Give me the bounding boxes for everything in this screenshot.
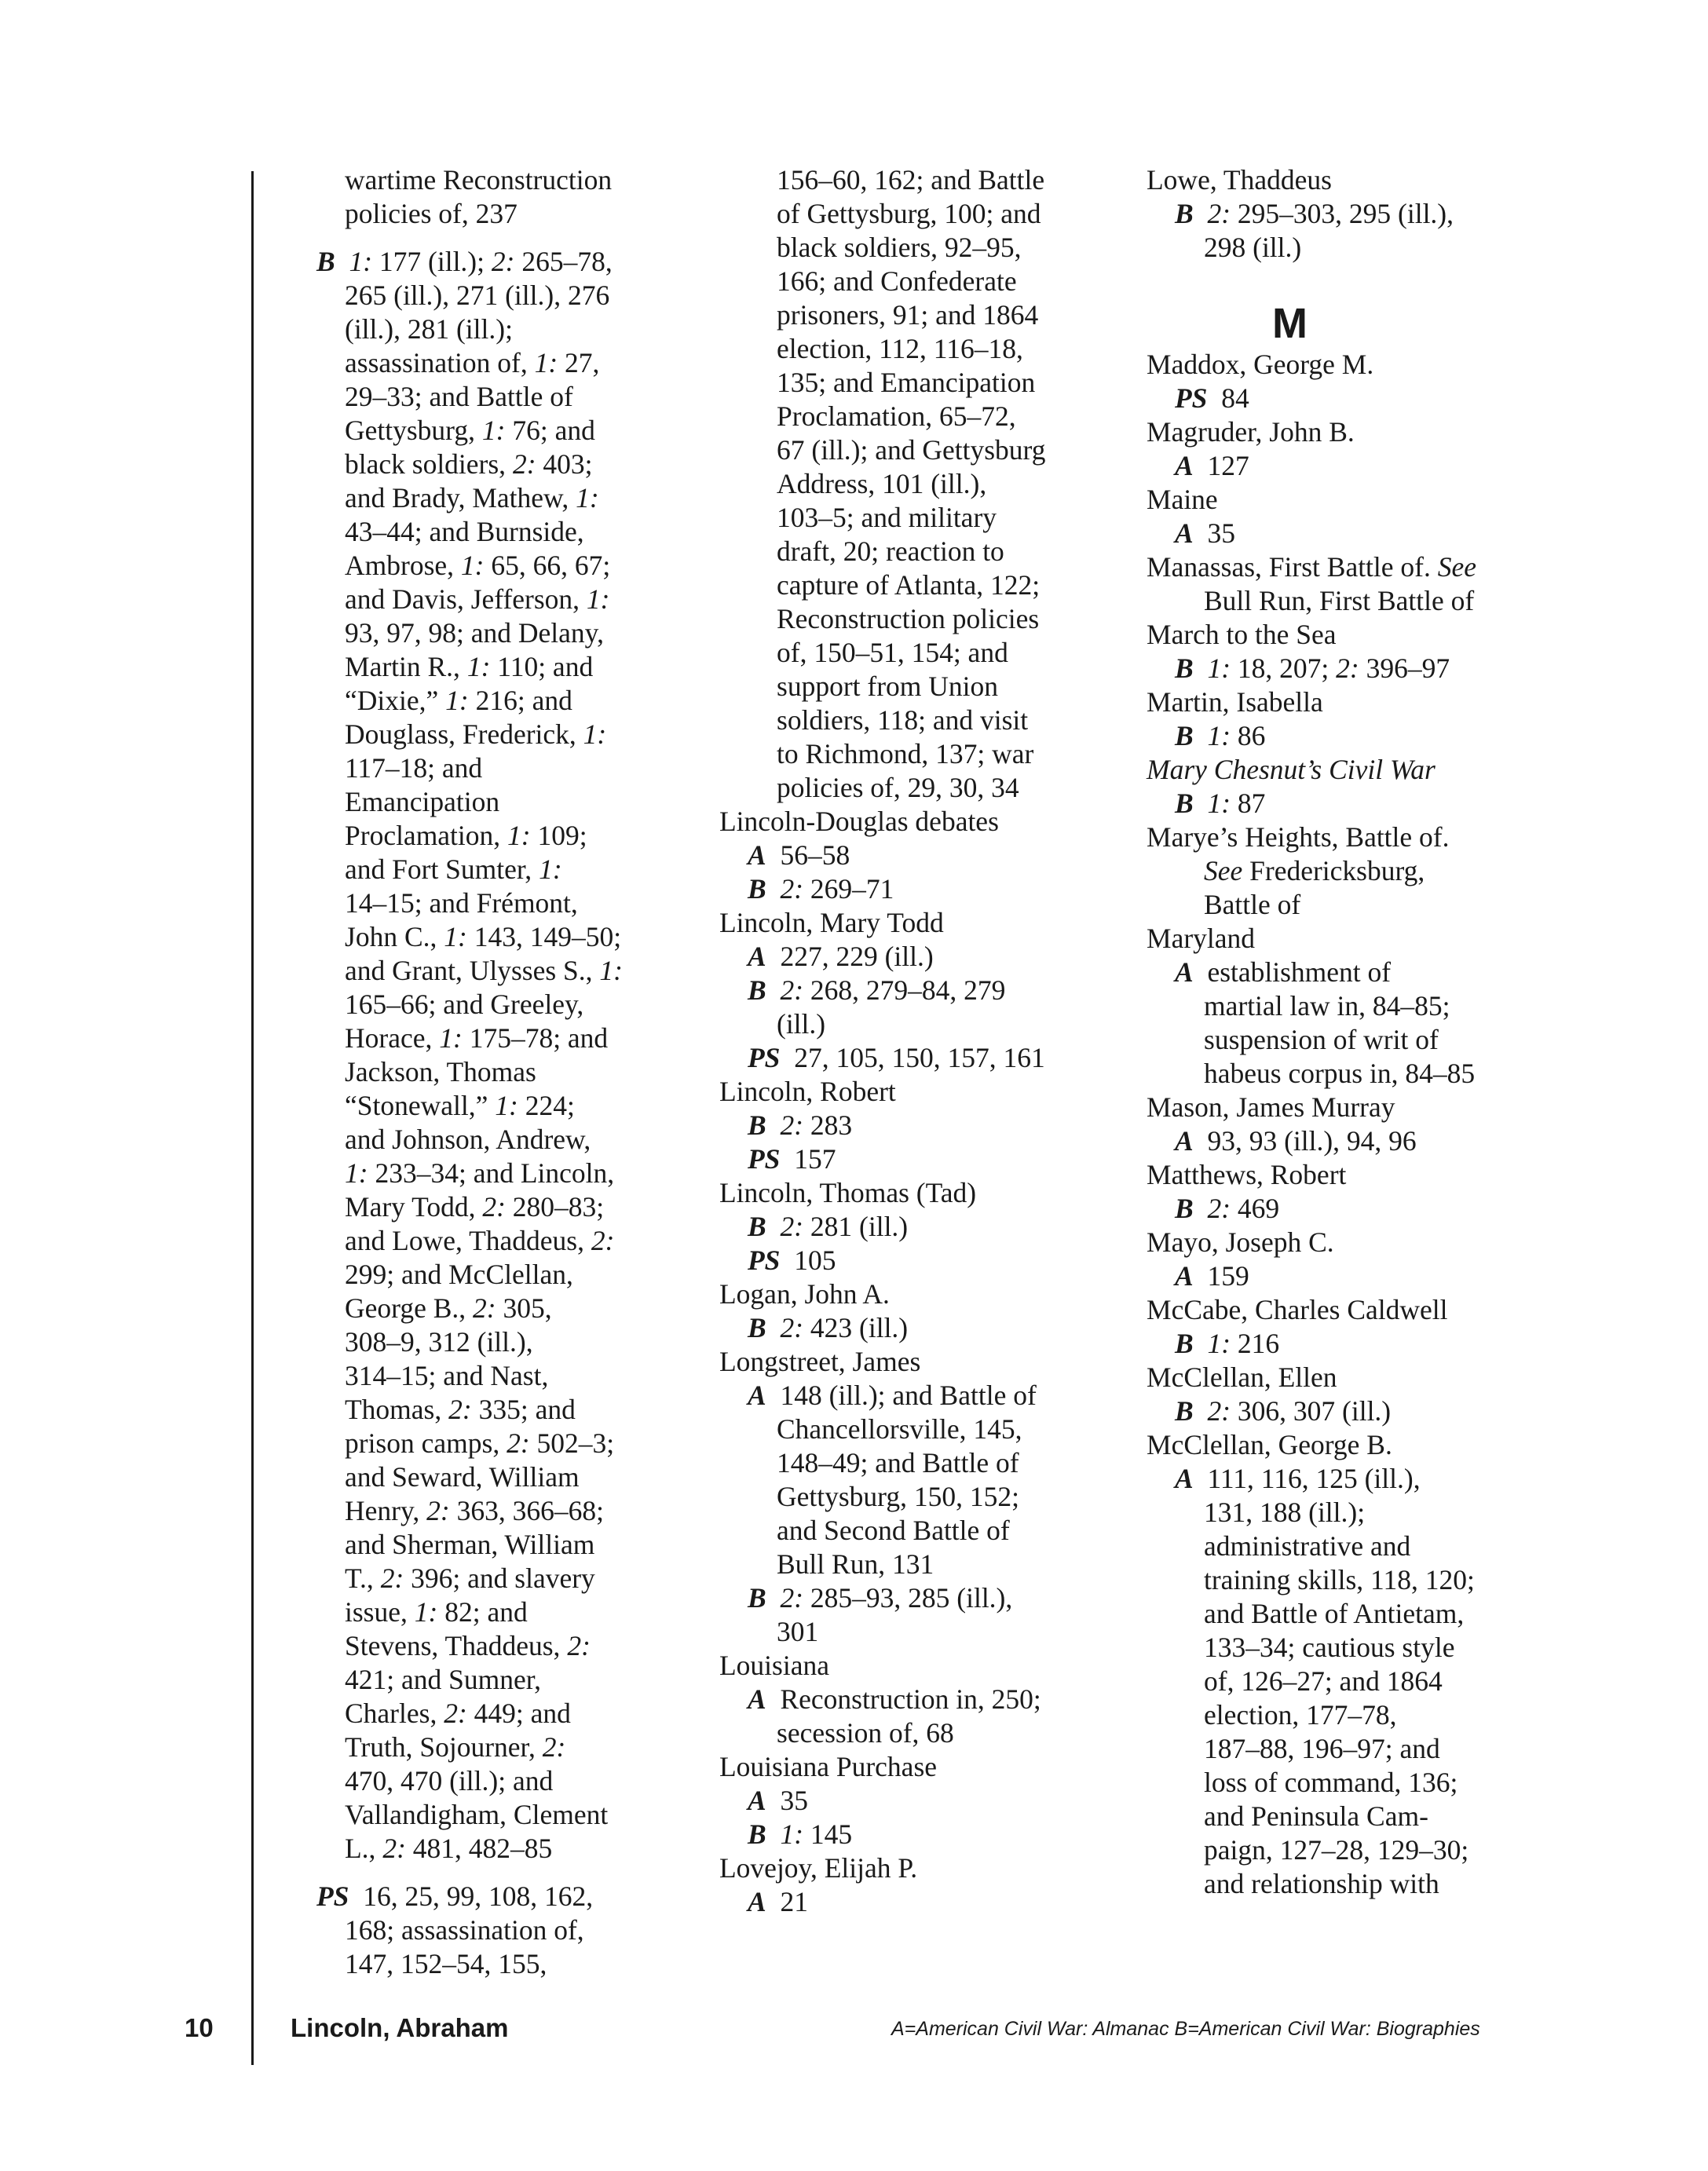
index-line: A 93, 93 (ill.), 94, 96 xyxy=(1175,1125,1417,1157)
index-line: A 111, 116, 125 (ill.), xyxy=(1175,1463,1421,1494)
index-line: A 148 (ill.); and Battle of xyxy=(748,1380,1037,1411)
index-line: prison camps, 2: 502–3; xyxy=(345,1427,615,1459)
index-line: See Fredericksburg, xyxy=(1204,855,1425,886)
index-line: PS 105 xyxy=(748,1244,836,1276)
index-line: A establishment of xyxy=(1175,956,1392,988)
index-line: Proclamation, 1: 109; xyxy=(345,820,587,851)
index-line: Reconstruction policies xyxy=(777,603,1040,634)
index-line: of, 126–27; and 1864 xyxy=(1204,1665,1443,1697)
index-line: Thomas, 2: 335; and xyxy=(345,1394,576,1425)
index-line: B 2: 281 (ill.) xyxy=(748,1211,909,1242)
index-line: L., 2: 481, 482–85 xyxy=(345,1833,553,1864)
index-line: and Fort Sumter, 1: xyxy=(345,853,562,885)
index-line: and Second Battle of xyxy=(777,1515,1010,1546)
index-line: soldiers, 118; and visit xyxy=(777,704,1029,736)
index-line: (ill.), 281 (ill.); xyxy=(345,313,513,345)
index-line: training skills, 118, 120; xyxy=(1204,1564,1475,1595)
index-line: policies of, 237 xyxy=(345,198,518,229)
index-line: Marye’s Heights, Battle of. xyxy=(1147,821,1450,853)
index-line: Mary Chesnut’s Civil War xyxy=(1147,754,1436,785)
index-line: Jackson, Thomas xyxy=(345,1056,536,1087)
index-line: McClellan, Ellen xyxy=(1147,1361,1337,1393)
index-line: Douglass, Frederick, 1: xyxy=(345,718,607,750)
index-line: and Lowe, Thaddeus, 2: xyxy=(345,1225,615,1256)
section-letter: M xyxy=(1272,300,1308,347)
index-line: Battle of xyxy=(1204,889,1301,920)
index-line: 147, 152–54, 155, xyxy=(345,1948,547,1979)
index-line: 103–5; and military xyxy=(777,502,997,533)
index-line: Lincoln, Robert xyxy=(719,1076,896,1107)
index-line: B 1: 216 xyxy=(1175,1328,1280,1359)
index-line: 148–49; and Battle of xyxy=(777,1447,1019,1478)
index-line: capture of Atlanta, 122; xyxy=(777,569,1041,601)
index-line: 43–44; and Burnside, xyxy=(345,516,584,547)
index-line: suspension of writ of xyxy=(1204,1024,1439,1055)
index-line: Gettysburg, 150, 152; xyxy=(777,1481,1019,1512)
index-line: A 227, 229 (ill.) xyxy=(748,941,934,972)
index-line: of, 150–51, 154; and xyxy=(777,637,1008,668)
index-line: “Dixie,” 1: 216; and xyxy=(345,685,572,716)
index-line: Magruder, John B. xyxy=(1147,416,1355,448)
index-line: Matthews, Robert xyxy=(1147,1159,1347,1190)
index-line: Lovejoy, Elijah P. xyxy=(719,1852,918,1884)
index-line: A 35 xyxy=(1175,517,1235,549)
index-line: 265 (ill.), 271 (ill.), 276 xyxy=(345,280,610,311)
index-line: Manassas, First Battle of. See xyxy=(1147,551,1477,583)
index-line: 117–18; and xyxy=(345,752,483,784)
index-line: 165–66; and Greeley, xyxy=(345,989,584,1020)
index-line: Bull Run, 131 xyxy=(777,1548,934,1580)
page-number: 10 xyxy=(185,2013,214,2042)
index-line: B 2: 469 xyxy=(1175,1193,1280,1224)
index-line: assassination of, 1: 27, xyxy=(345,347,600,378)
index-line: B 1: 18, 207; 2: 396–97 xyxy=(1175,652,1450,684)
index-line: 135; and Emancipation xyxy=(777,367,1036,398)
index-line: A 35 xyxy=(748,1785,808,1816)
index-line: Logan, John A. xyxy=(719,1278,890,1310)
index-line: election, 112, 116–18, xyxy=(777,333,1023,364)
index-line: A 127 xyxy=(1175,450,1249,481)
index-line: Vallandigham, Clement xyxy=(345,1799,609,1830)
index-line: PS 84 xyxy=(1175,382,1249,414)
vertical-rule xyxy=(251,171,254,2065)
index-line: to Richmond, 137; war xyxy=(777,738,1034,769)
index-line: Martin, Isabella xyxy=(1147,686,1323,718)
index-line: 470, 470 (ill.); and xyxy=(345,1765,554,1796)
index-line: 166; and Confederate xyxy=(777,265,1017,297)
index-line: B 1: 86 xyxy=(1175,720,1266,751)
index-line: B 2: 283 xyxy=(748,1109,853,1141)
index-line: 14–15; and Frémont, xyxy=(345,887,578,919)
index-line: secession of, 68 xyxy=(777,1717,954,1749)
index-line: 93, 97, 98; and Delany, xyxy=(345,617,604,649)
index-line: Proclamation, 65–72, xyxy=(777,400,1016,432)
index-line: election, 177–78, xyxy=(1204,1699,1397,1731)
index-line: martial law in, 84–85; xyxy=(1204,990,1450,1022)
index-line: 168; assassination of, xyxy=(345,1914,584,1946)
index-line: A 21 xyxy=(748,1886,808,1917)
index-line: draft, 20; reaction to xyxy=(777,535,1004,567)
index-line: Lincoln-Douglas debates xyxy=(719,806,999,837)
index-line: Truth, Sojourner, 2: xyxy=(345,1731,566,1763)
index-line: 133–34; cautious style xyxy=(1204,1632,1455,1663)
index-line: George B., 2: 305, xyxy=(345,1292,552,1324)
index-line: policies of, 29, 30, 34 xyxy=(777,772,1019,803)
index-line: 131, 188 (ill.); xyxy=(1204,1497,1366,1528)
index-line: Mary Todd, 2: 280–83; xyxy=(345,1191,605,1223)
index-line: Mason, James Murray xyxy=(1147,1091,1395,1123)
index-line: Lincoln, Thomas (Tad) xyxy=(719,1177,977,1208)
index-line: and Grant, Ulysses S., 1: xyxy=(345,955,623,986)
index-column-3 xyxy=(1147,163,1539,1901)
index-line: black soldiers, 2: 403; xyxy=(345,448,593,480)
index-line: B 1: 177 (ill.); 2: 265–78, xyxy=(316,246,613,277)
index-line: support from Union xyxy=(777,671,999,702)
index-line: A 159 xyxy=(1175,1260,1249,1292)
index-line: Louisiana Purchase xyxy=(719,1751,938,1782)
index-line: Maryland xyxy=(1147,923,1256,954)
index-line: B 2: 285–93, 285 (ill.), xyxy=(748,1582,1013,1614)
running-head: Lincoln, Abraham xyxy=(291,2013,509,2042)
index-line: loss of command, 136; xyxy=(1204,1767,1458,1798)
index-line: and relationship with xyxy=(1204,1868,1439,1899)
index-line: Chancellorsville, 145, xyxy=(777,1413,1022,1445)
index-line: and Davis, Jefferson, 1: xyxy=(345,583,610,615)
index-line: PS 16, 25, 99, 108, 162, xyxy=(316,1880,594,1912)
index-line: B 2: 306, 307 (ill.) xyxy=(1175,1395,1392,1427)
index-column-1 xyxy=(316,163,709,1981)
index-line: (ill.) xyxy=(777,1008,826,1040)
index-line: Horace, 1: 175–78; and xyxy=(345,1022,609,1054)
index-line: administrative and xyxy=(1204,1530,1411,1562)
index-line: “Stonewall,” 1: 224; xyxy=(345,1090,575,1121)
index-line: Maddox, George M. xyxy=(1147,349,1374,380)
index-line: B 2: 295–303, 295 (ill.), xyxy=(1175,198,1454,229)
index-line: 298 (ill.) xyxy=(1204,232,1302,263)
index-line: T., 2: 396; and slavery xyxy=(345,1562,595,1594)
index-line: PS 157 xyxy=(748,1143,836,1175)
index-line: McCabe, Charles Caldwell xyxy=(1147,1294,1448,1325)
index-line: McClellan, George B. xyxy=(1147,1429,1392,1460)
index-line: Gettysburg, 1: 76; and xyxy=(345,415,595,446)
index-line: and Peninsula Cam- xyxy=(1204,1800,1428,1832)
index-line: 29–33; and Battle of xyxy=(345,381,573,412)
index-line: wartime Reconstruction xyxy=(345,164,613,196)
index-column-2 xyxy=(719,163,1112,1919)
index-line: B 1: 145 xyxy=(748,1818,853,1850)
index-line: B 1: 87 xyxy=(1175,788,1266,819)
index-line: John C., 1: 143, 149–50; xyxy=(345,921,622,952)
index-line: Maine xyxy=(1147,484,1218,515)
index-line: 299; and McClellan, xyxy=(345,1259,573,1290)
index-line: 67 (ill.); and Gettysburg xyxy=(777,434,1046,466)
index-line: and Johnson, Andrew, xyxy=(345,1124,591,1155)
index-line: B 2: 269–71 xyxy=(748,873,894,905)
index-line: and Battle of Antietam, xyxy=(1204,1598,1465,1629)
index-line: Lincoln, Mary Todd xyxy=(719,907,944,938)
index-line: of Gettysburg, 100; and xyxy=(777,198,1041,229)
index-line: and Brady, Mathew, 1: xyxy=(345,482,599,514)
index-line: B 2: 268, 279–84, 279 xyxy=(748,974,1006,1006)
index-line: PS 27, 105, 150, 157, 161 xyxy=(748,1042,1045,1073)
index-line: paign, 127–28, 129–30; xyxy=(1204,1834,1469,1866)
index-line: Lowe, Thaddeus xyxy=(1147,164,1332,196)
index-line: March to the Sea xyxy=(1147,619,1337,650)
index-line: 421; and Sumner, xyxy=(345,1664,542,1695)
index-line: A Reconstruction in, 250; xyxy=(748,1683,1041,1715)
index-line: and Seward, William xyxy=(345,1461,580,1493)
index-line: Ambrose, 1: 65, 66, 67; xyxy=(345,550,611,581)
index-line: Longstreet, James xyxy=(719,1346,921,1377)
index-line: issue, 1: 82; and xyxy=(345,1596,528,1628)
index-line: B 2: 423 (ill.) xyxy=(748,1312,909,1343)
index-line: black soldiers, 92–95, xyxy=(777,232,1022,263)
index-line: A 56–58 xyxy=(748,839,850,871)
index-line: Charles, 2: 449; and xyxy=(345,1698,571,1729)
index-line: Louisiana xyxy=(719,1650,829,1681)
index-line: habeus corpus in, 84–85 xyxy=(1204,1058,1476,1089)
index-line: prisoners, 91; and 1864 xyxy=(777,299,1039,331)
index-line: 187–88, 196–97; and xyxy=(1204,1733,1440,1764)
index-line: Henry, 2: 363, 366–68; xyxy=(345,1495,604,1526)
index-line: Martin R., 1: 110; and xyxy=(345,651,594,682)
index-line: Address, 101 (ill.), xyxy=(777,468,987,499)
index-line: 1: 233–34; and Lincoln, xyxy=(345,1157,615,1189)
index-line: Emancipation xyxy=(345,786,500,817)
index-line: 314–15; and Nast, xyxy=(345,1360,549,1391)
index-line: Mayo, Joseph C. xyxy=(1147,1226,1334,1258)
index-line: 156–60, 162; and Battle xyxy=(777,164,1045,196)
index-line: Bull Run, First Battle of xyxy=(1204,585,1475,616)
index-line: 301 xyxy=(777,1616,819,1647)
index-line: 308–9, 312 (ill.), xyxy=(345,1326,533,1358)
volume-legend: A=American Civil War: Almanac B=American Civil War: Biographies xyxy=(891,2018,1480,2040)
index-line: Stevens, Thaddeus, 2: xyxy=(345,1630,591,1661)
index-line: and Sherman, William xyxy=(345,1529,595,1560)
